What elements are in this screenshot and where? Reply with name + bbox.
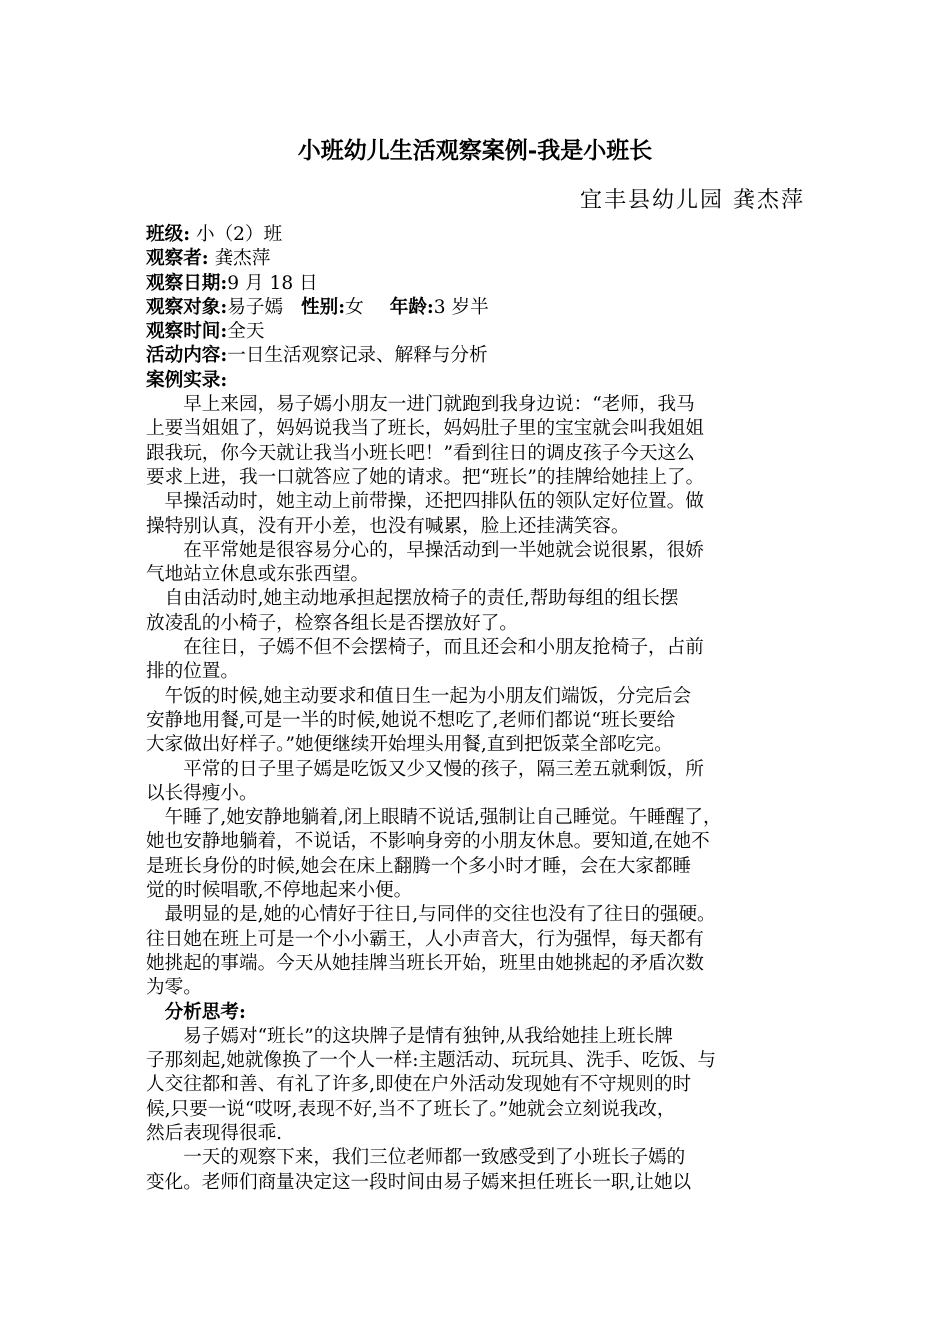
record-line: 平常的日子里子嫣是吃饭又少又慢的孩子，隔三差五就剩饭，所 [146, 758, 704, 780]
record-line: 她挑起的事端。今天从她挂牌当班长开始，班里由她挑起的矛盾次数 [146, 952, 704, 974]
analysis-line: 一天的观察下来，我们三位老师都一致感受到了小班长子嫣的 [146, 1147, 686, 1169]
record-line: 早上来园，易子嫣小朋友一进门就跑到我身边说：“老师，我马 [146, 394, 695, 416]
record-line: 排的位置。 [146, 661, 239, 683]
info-content-label: 活动内容: [146, 345, 228, 367]
record-line: 气地站立休息或东张西望。 [146, 564, 370, 586]
info-gender-label: 性别: [301, 296, 346, 318]
info-age-value: 3 岁半 [433, 296, 489, 318]
record-line: 跟我玩，你今天就让我当小班长吧！”看到往日的调皮孩子今天这么 [146, 442, 695, 464]
record-line: 上要当姐姐了，妈妈说我当了班长，妈妈肚子里的宝宝就会叫我姐姐 [146, 418, 704, 440]
analysis-line: 子那刻起,她就像换了一个人一样:主题活动、玩玩具、洗手、吃饭、与 [146, 1050, 716, 1072]
record-line: 以长得瘦小。 [146, 782, 258, 804]
record-text [146, 393, 826, 1000]
record-line: 安静地用餐,可是一半的时候,她说不想吃了,老师们都说“班长要给 [146, 709, 676, 731]
document-author: 宜丰县幼儿园 龚杰萍 [580, 188, 805, 213]
record-line: 要求上进，我一口就答应了她的请求。把“班长”的挂牌给她挂上了。 [146, 466, 705, 488]
record-line: 最明显的是,她的心情好于往日,与同伴的交往也没有了往日的强硬。 [146, 904, 716, 926]
analysis-line: 候,只要一说“哎呀,表现不好,当不了班长了。”她就会立刻说我改， [146, 1098, 676, 1120]
info-date [146, 272, 826, 296]
info-time-label: 观察时间: [146, 321, 228, 343]
record-line: 在平常她是很容易分心的，早操活动到一半她就会说很累，很娇 [146, 539, 704, 561]
info-content-value: 一日生活观察记录、解释与分析 [227, 345, 488, 367]
info-content [146, 344, 826, 368]
document-title: 小班幼儿生活观察案例-我是小班长 [297, 137, 653, 164]
info-subject-value: 易子嫣 [227, 296, 284, 318]
record-line: 是班长身份的时候,她会在床上翻腾一个多小时才睡，会在大家都睡 [146, 855, 692, 877]
record-heading: 案例实录: [146, 369, 228, 391]
info-date-value: 9 月 18 日 [227, 272, 318, 294]
info-time [146, 320, 826, 344]
info-time-value: 全天 [227, 321, 265, 343]
info-observer-value: 龚杰萍 [208, 248, 271, 270]
record-line: 操特别认真，没有开小差，也没有喊累，脸上还挂满笑容。 [146, 515, 630, 537]
record-line: 午饭的时候,她主动要求和值日生一起为小朋友们端饭，分完后会 [146, 685, 692, 707]
info-date-label: 观察日期: [146, 272, 228, 294]
record-line: 早操活动时，她主动上前带操，还把四排队伍的领队定好位置。做 [146, 491, 704, 513]
analysis-line: 易子嫣对“班长”的这块牌子是情有独钟,从我给她挂上班长牌 [146, 1025, 673, 1047]
info-subject [146, 296, 826, 320]
analysis-heading: 分析思考: [146, 1001, 246, 1023]
info-class-label: 班级: [146, 224, 191, 245]
info-subject-label: 观察对象: [146, 296, 228, 318]
record-line: 她也安静地躺着，不说话，不影响身旁的小朋友休息。要知道,在她不 [146, 831, 710, 853]
analysis-line: 人交往都和善、有礼了许多,即使在户外活动发现她有不守规则的时 [146, 1074, 692, 1096]
info-observer [146, 247, 826, 271]
record-line: 在往日，子嫣不但不会摆椅子，而且还会和小朋友抢椅子，占前 [146, 637, 704, 659]
info-gender-value: 女 [345, 296, 364, 318]
record-line: 为零。 [146, 977, 202, 999]
record-line: 自由活动时,她主动地承担起摆放椅子的责任,帮助每组的组长摆 [146, 588, 679, 610]
document-body [146, 223, 826, 1195]
info-age-label: 年龄: [389, 296, 434, 318]
record-line: 午睡了,她安静地躺着,闭上眼睛不说话,强制让自己睡觉。午睡醒了， [146, 807, 722, 829]
info-class [146, 223, 826, 247]
record-line: 放凌乱的小椅子，检察各组长是否摆放好了。 [146, 612, 518, 634]
analysis-line: 然后表现得很乖. [146, 1122, 283, 1144]
analysis-line: 变化。老师们商量决定这一段时间由易子嫣来担任班长一职,让她以 [146, 1171, 692, 1193]
record-line: 大家做出好样子。”她便继续开始埋头用餐,直到把饭菜全部吃完。 [146, 734, 673, 756]
analysis-text [146, 1025, 826, 1195]
record-line: 觉的时候唱歌,不停地起来小便。 [146, 880, 413, 902]
record-line: 往日她在班上可是一个小小霸王，人小声音大，行为强悍，每天都有 [146, 928, 704, 950]
info-observer-label: 观察者: [146, 248, 209, 270]
info-class-value: 小（2）班 [190, 224, 283, 245]
